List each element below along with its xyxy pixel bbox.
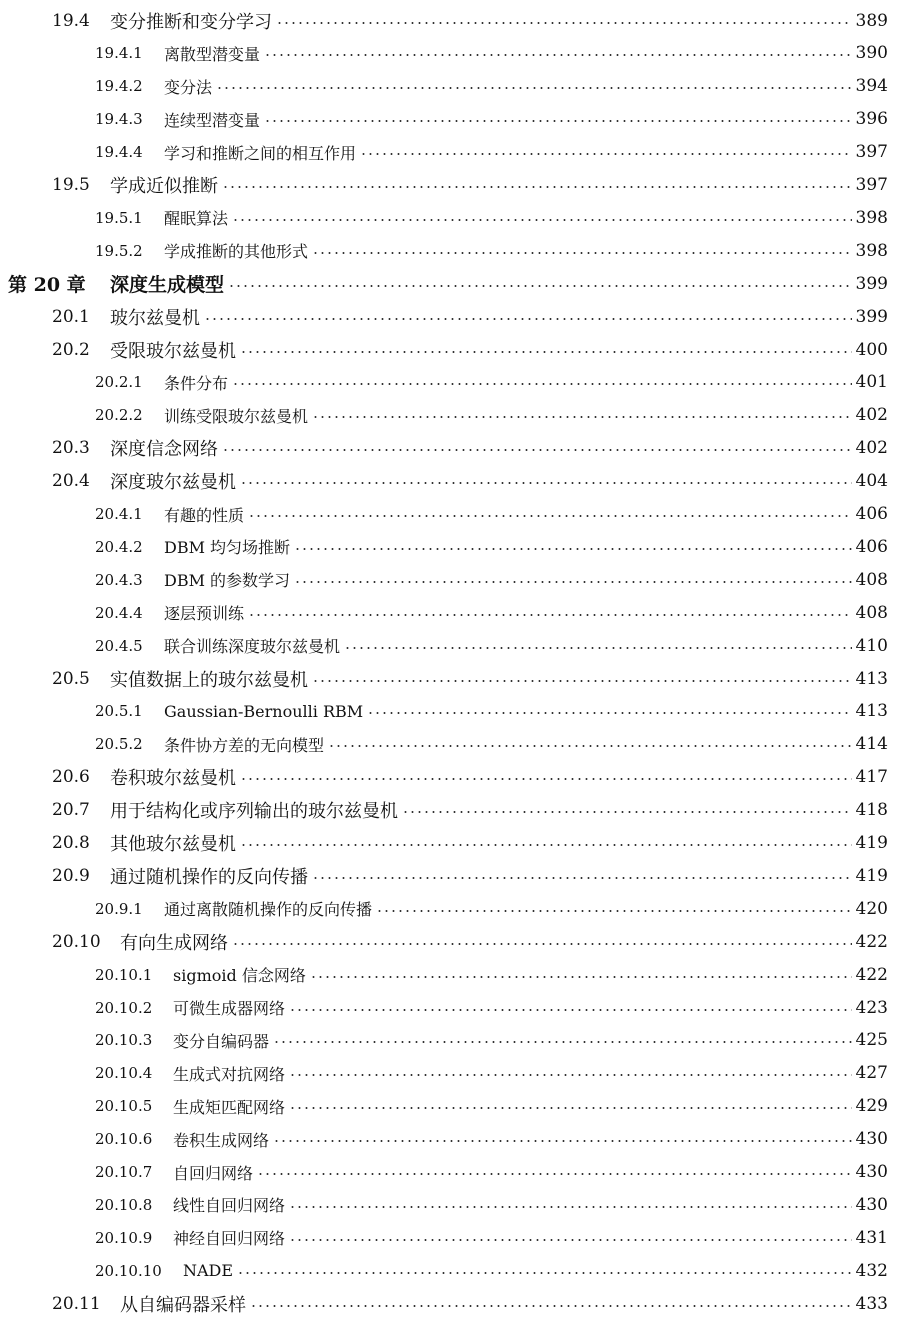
dot-leader: [248, 515, 852, 517]
toc-entry-page-number: 408: [855, 602, 888, 623]
toc-subsection-entry[interactable]: [0, 1024, 900, 1057]
toc-section-entry[interactable]: [0, 1287, 900, 1320]
dot-leader: [250, 1305, 852, 1307]
toc-section-entry[interactable]: [0, 827, 900, 860]
dot-leader: [289, 1206, 852, 1208]
dot-leader: [228, 285, 852, 287]
dot-leader: [312, 877, 852, 879]
toc-entry-number: 19.5.1: [95, 208, 143, 227]
toc-entry-page-number: 390: [855, 43, 888, 64]
toc-entry-title: 受限玻尔兹曼机: [110, 340, 236, 362]
toc-section-entry[interactable]: [0, 4, 900, 37]
toc-chapter-entry[interactable]: [0, 267, 900, 300]
toc-entry-number: 20.2: [52, 339, 90, 360]
toc-section-entry[interactable]: [0, 794, 900, 827]
toc-entry-number: 20.5.2: [95, 735, 143, 754]
toc-entry-title: 卷积玻尔兹曼机: [110, 768, 236, 790]
toc-entry-number: 19.5.2: [95, 241, 143, 260]
toc-entry-title: 有趣的性质: [164, 505, 245, 525]
toc-entry-page-number: 402: [855, 438, 888, 459]
toc-entry-title: 用于结构化或序列输出的玻尔兹曼机: [110, 801, 398, 823]
dot-leader: [276, 22, 852, 24]
toc-entry-title: 生成式对抗网络: [173, 1064, 286, 1084]
dot-leader: [312, 252, 852, 254]
toc-subsection-entry[interactable]: [0, 1090, 900, 1123]
toc-entry-title: 其他玻尔兹曼机: [110, 834, 236, 855]
toc-entry-title: 生成矩匹配网络: [173, 1097, 286, 1117]
dot-leader: [222, 186, 852, 188]
toc-subsection-entry[interactable]: [0, 399, 900, 432]
toc-entry-title: 通过离散随机操作的反向传播: [164, 900, 373, 920]
toc-entry-title: 离散型潜变量: [164, 44, 261, 64]
toc-subsection-entry[interactable]: [0, 596, 900, 629]
toc-entry-title: 深度信念网络: [110, 439, 218, 461]
dot-leader: [294, 581, 851, 583]
toc-entry-number: 20.3: [52, 438, 90, 459]
toc-entry-page-number: 398: [855, 240, 888, 261]
toc-entry-page-number: 430: [855, 1194, 888, 1215]
toc-entry-title: 学习和推断之间的相互作用: [164, 143, 357, 163]
dot-leader: [240, 351, 852, 353]
toc-entry-title: 条件协方差的无向模型: [164, 735, 325, 755]
toc-entry-title: 醒眠算法: [164, 209, 229, 229]
toc-entry-title: 通过随机操作的反向传播: [110, 866, 308, 888]
toc-entry-page-number: 413: [855, 668, 888, 689]
toc-entry-number: 20.10.4: [95, 1064, 153, 1083]
toc-entry-title: 自回归网络: [173, 1163, 254, 1183]
toc-entry-number: 20.10.8: [95, 1195, 153, 1214]
dot-leader: [237, 1272, 851, 1274]
toc-subsection-entry[interactable]: [0, 498, 900, 531]
toc-entry-title: 深度生成模型: [110, 274, 225, 297]
toc-entry-page-number: 430: [855, 1162, 888, 1182]
toc-subsection-entry[interactable]: [0, 991, 900, 1024]
toc-entry-title: 变分自编码器: [173, 1031, 270, 1051]
toc-entry-number: 20.5: [52, 668, 90, 689]
dot-leader: [376, 910, 852, 912]
toc-entry-page-number: 419: [855, 865, 888, 886]
toc-subsection-entry[interactable]: [0, 70, 900, 103]
toc-entry-title: 变分推断和变分学习: [110, 11, 272, 33]
toc-section-entry[interactable]: [0, 169, 900, 202]
toc-entry-page-number: 427: [855, 1063, 888, 1084]
dot-leader: [240, 778, 852, 780]
toc-section-entry[interactable]: [0, 333, 900, 366]
toc-entry-page-number: 433: [855, 1293, 888, 1314]
dot-leader: [312, 680, 852, 682]
toc-entry-title: DBM 均匀场推断: [164, 538, 291, 558]
dot-leader: [273, 1140, 852, 1142]
toc-entry-number: 20.4: [52, 471, 90, 492]
toc-section-entry[interactable]: [0, 300, 900, 333]
toc-entry-number: 20.10.5: [95, 1097, 153, 1116]
toc-entry-number: 20.7: [52, 800, 90, 821]
dot-leader: [360, 153, 852, 155]
toc-entry-page-number: 410: [855, 635, 888, 656]
toc-entry-title: 训练受限玻尔兹曼机: [164, 406, 309, 426]
toc-entry-page-number: 408: [855, 569, 888, 590]
toc-entry-title: 连续型潜变量: [164, 110, 261, 130]
toc-entry-number: 第 20 章: [8, 274, 86, 297]
toc-entry-page-number: 397: [855, 175, 888, 195]
toc-subsection-entry[interactable]: [0, 201, 900, 234]
toc-subsection-entry[interactable]: [0, 563, 900, 596]
toc-entry-page-number: 406: [855, 536, 888, 557]
toc-entry-title: 联合训练深度玻尔兹曼机: [164, 637, 341, 657]
toc-entry-title: 玻尔兹曼机: [110, 307, 200, 329]
dot-leader: [273, 1041, 852, 1043]
toc-entry-number: 19.4.4: [95, 143, 143, 162]
toc-entry-page-number: 430: [855, 1129, 888, 1150]
dot-leader: [402, 811, 852, 813]
toc-entry-title: 学成近似推断: [110, 176, 218, 197]
dot-leader: [240, 482, 852, 484]
dot-leader: [222, 449, 852, 451]
toc-entry-page-number: 431: [855, 1227, 888, 1248]
toc-entry-number: 19.5: [52, 175, 90, 195]
toc-subsection-entry[interactable]: [0, 530, 900, 563]
toc-subsection-entry[interactable]: [0, 629, 900, 662]
dot-leader: [310, 976, 852, 978]
toc-subsection-entry[interactable]: [0, 728, 900, 761]
toc-entry-number: 20.4.4: [95, 603, 143, 622]
toc-entry-page-number: 396: [855, 109, 888, 130]
toc-entry-title: Gaussian-Bernoulli RBM: [164, 701, 364, 721]
toc-entry-page-number: 429: [855, 1096, 888, 1117]
toc-entry-number: 20.9.1: [95, 899, 143, 918]
toc-entry-page-number: 414: [855, 734, 888, 755]
dot-leader: [367, 712, 851, 714]
toc-entry-page-number: 400: [855, 339, 888, 360]
dot-leader: [289, 1107, 852, 1109]
toc-entry-title: 条件分布: [164, 373, 229, 393]
toc-entry-title: 有向生成网络: [120, 932, 228, 954]
toc-entry-number: 20.4.2: [95, 537, 143, 556]
dot-leader: [264, 54, 852, 56]
toc-section-entry[interactable]: [0, 465, 900, 498]
dot-leader: [264, 120, 852, 122]
toc-entry-page-number: 425: [855, 1030, 888, 1051]
dot-leader: [312, 416, 852, 418]
toc-entry-title: NADE: [183, 1261, 234, 1281]
toc-entry-page-number: 432: [855, 1260, 888, 1281]
toc-entry-page-number: 394: [855, 76, 888, 97]
toc-entry-page-number: 389: [855, 10, 888, 31]
toc-entry-title: 从自编码器采样: [120, 1294, 246, 1316]
toc-entry-page-number: 413: [855, 701, 888, 722]
dot-leader: [289, 1239, 852, 1241]
toc-entry-page-number: 406: [855, 504, 888, 524]
toc-subsection-entry[interactable]: [0, 366, 900, 399]
dot-leader: [232, 383, 852, 385]
toc-entry-title: 实值数据上的玻尔兹曼机: [110, 669, 308, 691]
toc-entry-number: 20.5.1: [95, 702, 143, 721]
toc-entry-number: 20.10.1: [95, 965, 153, 984]
toc-entry-number: 20.9: [52, 865, 90, 886]
toc-entry-page-number: 423: [855, 997, 888, 1018]
toc-entry-page-number: 397: [855, 142, 888, 163]
toc-entry-number: 20.4.3: [95, 570, 143, 589]
toc-entry-title: 深度玻尔兹曼机: [110, 472, 236, 494]
toc-subsection-entry[interactable]: [0, 1057, 900, 1090]
toc-entry-title: 变分法: [164, 77, 213, 97]
toc-section-entry[interactable]: [0, 859, 900, 892]
toc-entry-page-number: 399: [855, 273, 888, 294]
toc-subsection-entry[interactable]: [0, 1156, 900, 1189]
dot-leader: [232, 943, 852, 945]
toc-entry-page-number: 398: [855, 207, 888, 228]
toc-entry-page-number: 402: [855, 405, 888, 426]
toc-entry-title: DBM 的参数学习: [164, 571, 291, 591]
toc-section-entry[interactable]: [0, 761, 900, 794]
toc-entry-page-number: 419: [855, 833, 888, 853]
dot-leader: [289, 1009, 852, 1011]
toc-entry-number: 20.10.3: [95, 1031, 153, 1050]
toc-entry-title: sigmoid 信念网络: [173, 966, 306, 986]
toc-entry-title: 卷积生成网络: [173, 1130, 270, 1150]
toc-subsection-entry[interactable]: [0, 1188, 900, 1221]
dot-leader: [289, 1074, 852, 1076]
dot-leader: [216, 87, 852, 89]
toc-entry-page-number: 422: [855, 964, 888, 985]
dot-leader: [232, 219, 852, 221]
toc-entry-page-number: 418: [855, 800, 888, 821]
toc-subsection-entry[interactable]: [0, 1123, 900, 1156]
toc-section-entry[interactable]: [0, 662, 900, 695]
dot-leader: [248, 614, 852, 616]
toc-entry-title: 逐层预训练: [164, 604, 245, 624]
toc-entry-number: 20.8: [52, 833, 90, 853]
toc-entry-page-number: 422: [855, 931, 888, 952]
toc-subsection-entry[interactable]: [0, 234, 900, 267]
toc-section-entry[interactable]: [0, 432, 900, 465]
toc-section-entry[interactable]: [0, 925, 900, 958]
dot-leader: [240, 844, 852, 846]
dot-leader: [344, 647, 852, 649]
toc-entry-title: 线性自回归网络: [173, 1196, 286, 1216]
toc-entry-number: 20.10.7: [95, 1163, 153, 1181]
toc-subsection-entry[interactable]: [0, 136, 900, 169]
toc-entry-page-number: 401: [855, 372, 888, 393]
toc-entry-title: 学成推断的其他形式: [164, 242, 309, 262]
toc-entry-number: 20.2.2: [95, 406, 143, 425]
toc-subsection-entry[interactable]: [0, 1254, 900, 1287]
toc-entry-page-number: 404: [855, 471, 888, 492]
toc-entry-number: 20.4.1: [95, 505, 143, 523]
dot-leader: [294, 548, 851, 550]
dot-leader: [204, 318, 852, 320]
toc-entry-title: 神经自回归网络: [173, 1229, 286, 1249]
toc-entry-page-number: 399: [855, 306, 888, 327]
toc-subsection-entry[interactable]: [0, 958, 900, 991]
toc-entry-number: 20.11: [52, 1293, 101, 1314]
toc-entry-number: 20.10.2: [95, 998, 153, 1017]
toc-entry-number: 19.4.1: [95, 44, 143, 63]
toc-entry-number: 20.10.9: [95, 1228, 153, 1247]
dot-leader: [257, 1173, 852, 1175]
toc-entry-number: 20.10: [52, 931, 101, 952]
toc-subsection-entry[interactable]: [0, 1221, 900, 1254]
toc-entry-page-number: 420: [855, 898, 888, 919]
toc-entry-number: 19.4: [52, 10, 90, 31]
dot-leader: [328, 745, 852, 747]
toc-subsection-entry[interactable]: [0, 892, 900, 925]
toc-subsection-entry[interactable]: [0, 37, 900, 70]
toc-entry-number: 20.2.1: [95, 373, 143, 392]
toc-entry-number: 20.4.5: [95, 636, 143, 655]
toc-entry-number: 20.10.6: [95, 1130, 153, 1149]
toc-entry-number: 19.4.2: [95, 77, 143, 96]
toc-entry-number: 20.6: [52, 767, 90, 788]
toc-entry-number: 20.1: [52, 306, 90, 327]
toc-entry-title: 可微生成器网络: [173, 999, 286, 1018]
toc-entry-number: 19.4.3: [95, 110, 143, 129]
toc-entry-number: 20.10.10: [95, 1261, 162, 1280]
toc-subsection-entry[interactable]: [0, 103, 900, 136]
toc-entry-page-number: 417: [855, 767, 888, 788]
toc-subsection-entry[interactable]: [0, 695, 900, 728]
